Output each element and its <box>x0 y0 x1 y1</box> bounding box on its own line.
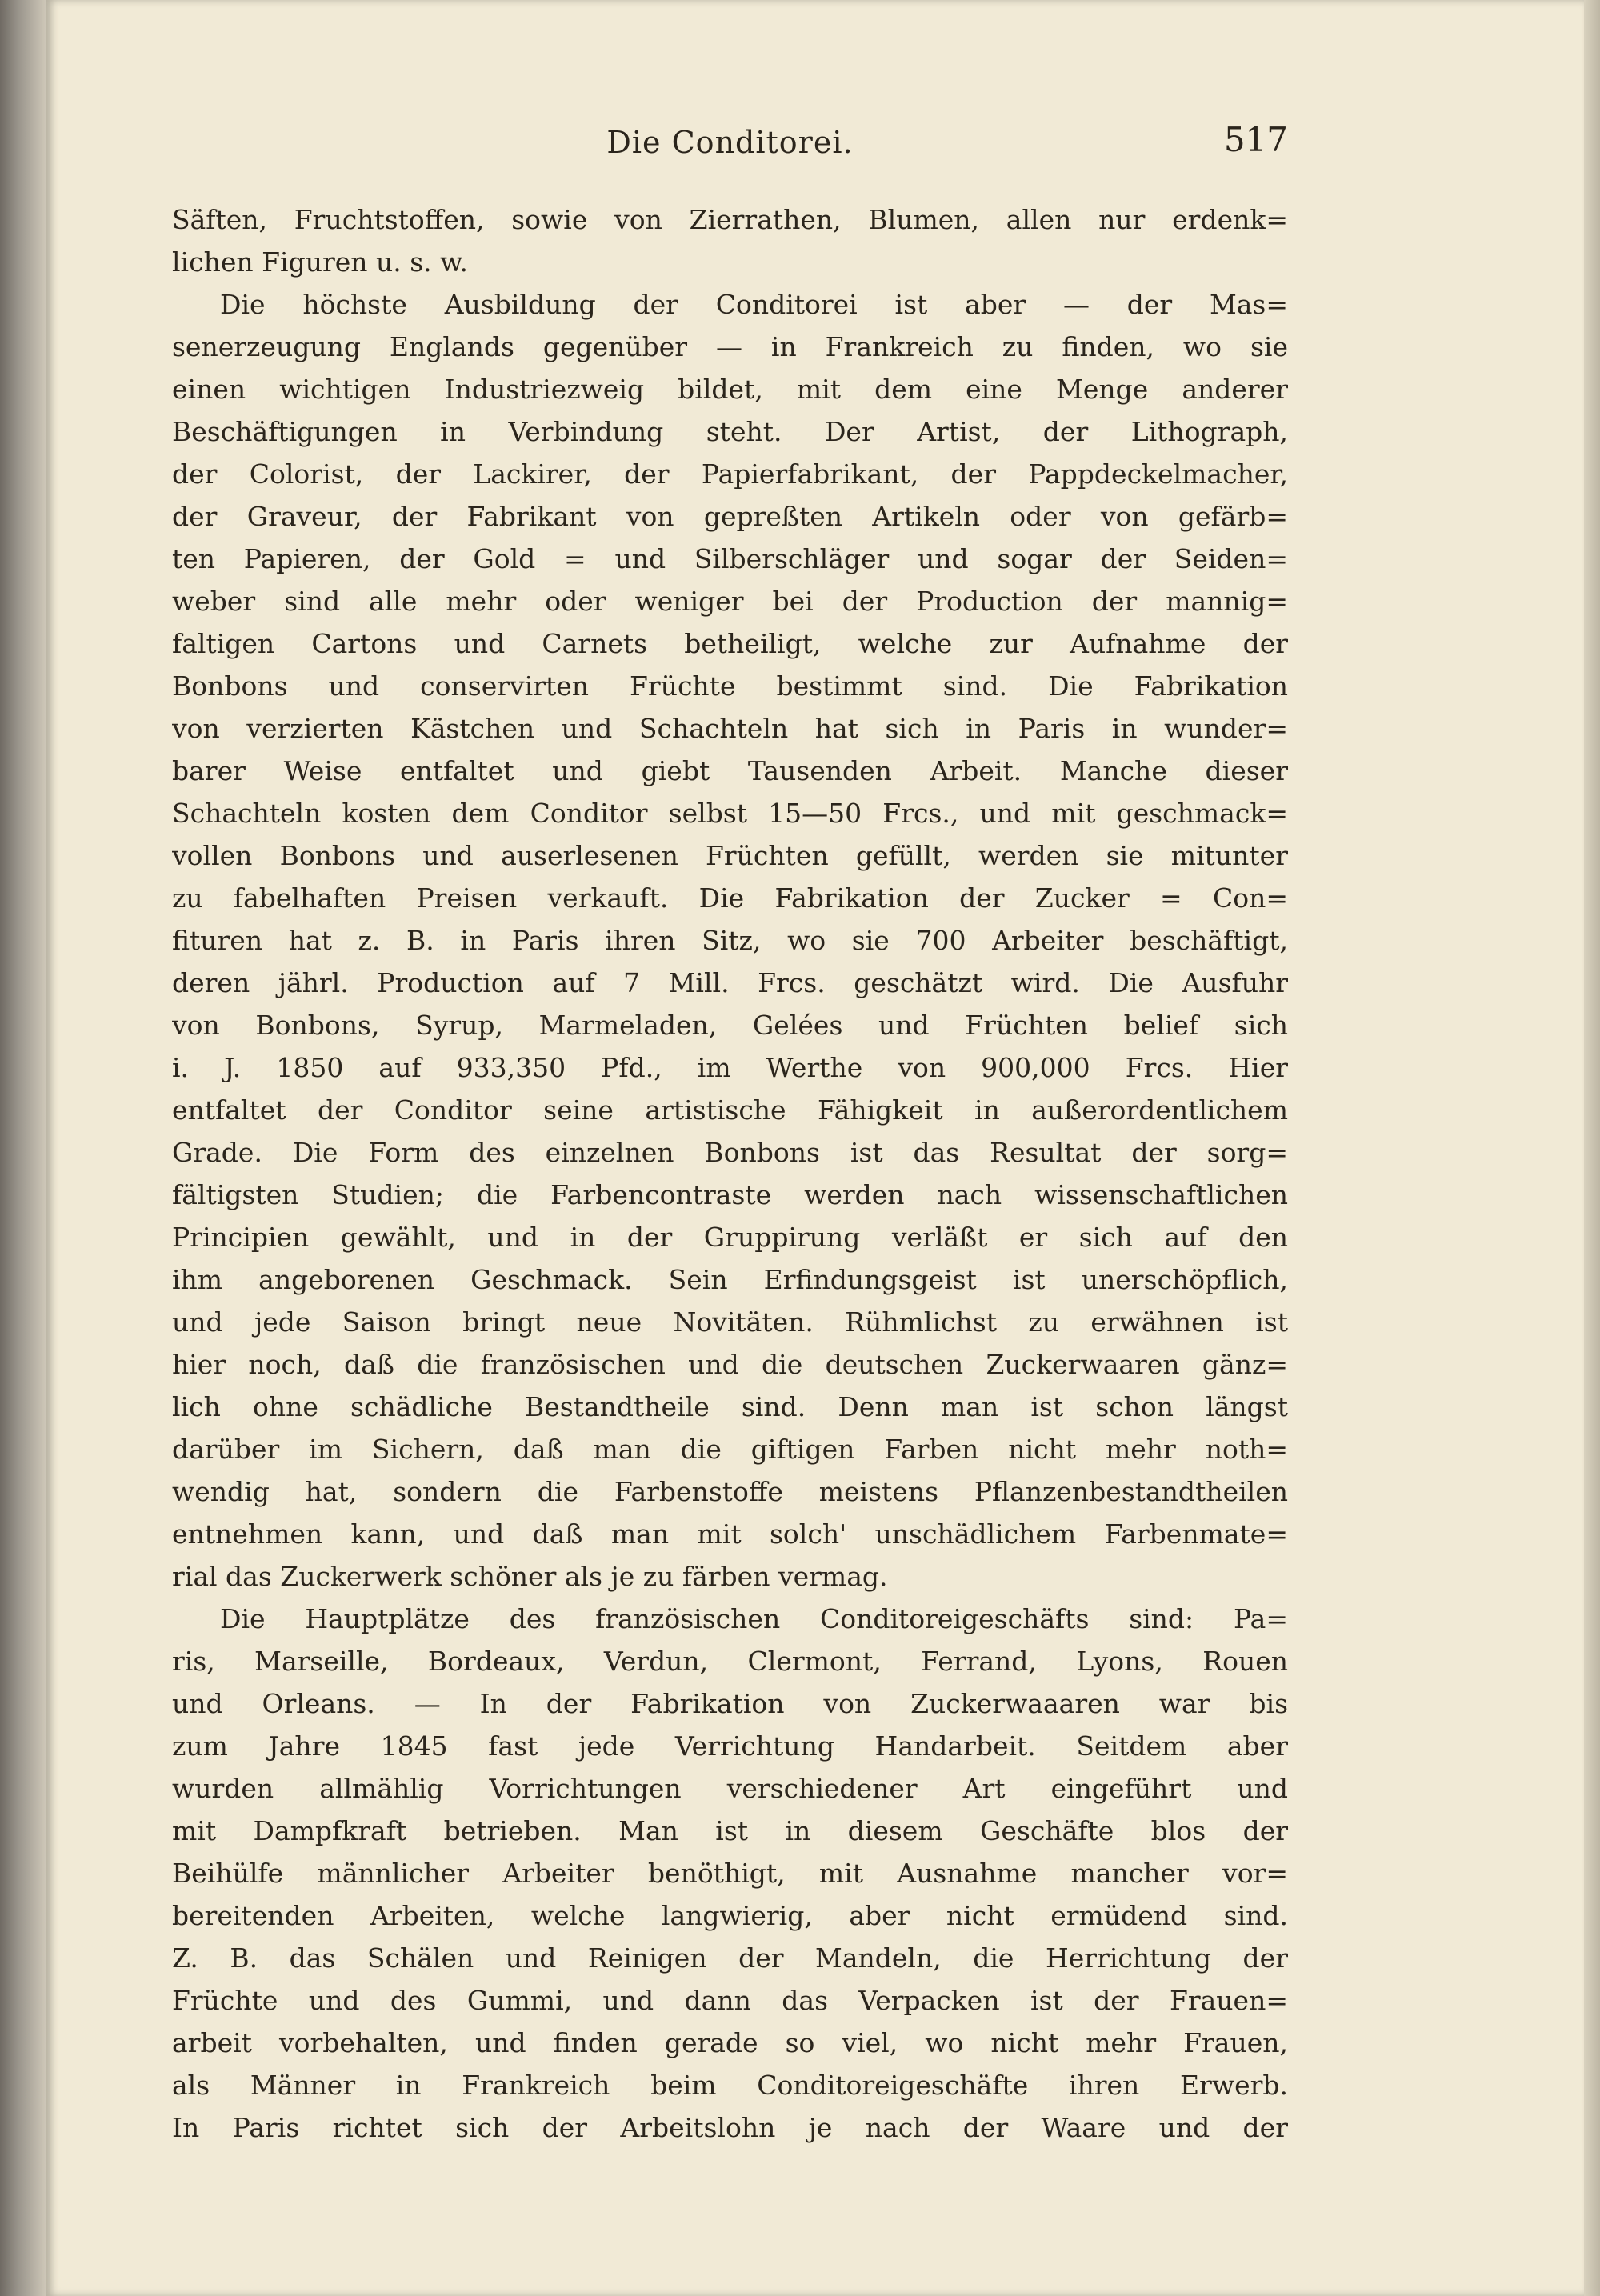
text-line: rial das Zuckerwerk schöner als je zu färben vermag. <box>172 1561 888 1592</box>
text-line: Früchte und des Gummi, und dann das Verpacken ist der Frauen= <box>172 1985 1288 2016</box>
text-line: arbeit vorbehalten, und finden gerade so viel, wo nicht mehr Frauen, <box>172 2027 1288 2058</box>
running-header <box>172 120 1288 168</box>
text-line: lichen Figuren u. s. w. <box>172 246 468 278</box>
text-line: deren jährl. Production auf 7 Mill. Frcs. geschätzt wird. Die Ausfuhr <box>172 967 1288 998</box>
text-line: Säften, Fruchtstoffen, sowie von Zierrathen, Blumen, allen nur erdenk= <box>172 204 1288 235</box>
text-line: Bonbons und conservirten Früchte bestimmt sind. Die Fabrikation <box>172 670 1288 702</box>
text-line: ihm angeborenen Geschmack. Sein Erfindungsgeist ist unerschöpflich, <box>172 1264 1288 1295</box>
text-line: faltigen Cartons und Carnets betheiligt, welche zur Aufnahme der <box>172 628 1288 659</box>
page-number: 517 <box>1223 120 1288 159</box>
text-line: bereitenden Arbeiten, welche langwierig, aber nicht ermüdend sind. <box>172 1900 1288 1931</box>
text-line: fältigsten Studien; die Farbencontraste werden nach wissenschaftlichen <box>172 1179 1288 1210</box>
text-line: ris, Marseille, Bordeaux, Verdun, Clermont, Ferrand, Lyons, Rouen <box>172 1646 1288 1677</box>
text-line: zu fabelhaften Preisen verkauft. Die Fabrikation der Zucker = Con= <box>172 882 1288 914</box>
text-line: einen wichtigen Industriezweig bildet, mit dem eine Menge anderer <box>172 374 1288 405</box>
text-line: ten Papieren, der Gold = und Silberschläger und sogar der Seiden= <box>172 543 1288 574</box>
text-line: Grade. Die Form des einzelnen Bonbons ist das Resultat der sorg= <box>172 1137 1288 1168</box>
text-line: der Graveur, der Fabrikant von gepreßten Artikeln oder von gefärb= <box>172 501 1288 532</box>
text-line: i. J. 1850 auf 933,350 Pfd., im Werthe von 900,000 Frcs. Hier <box>172 1052 1288 1083</box>
text-line: der Colorist, der Lackirer, der Papierfabrikant, der Pappdeckelmacher, <box>172 458 1288 490</box>
text-line: mit Dampfkraft betrieben. Man ist in diesem Geschäfte blos der <box>172 1815 1288 1846</box>
text-line: vollen Bonbons und auserlesenen Früchten gefüllt, werden sie mitunter <box>172 840 1288 871</box>
page-edge <box>1584 0 1600 2296</box>
text-line: barer Weise entfaltet und giebt Tausenden Arbeit. Manche dieser <box>172 755 1288 786</box>
text-line: Z. B. das Schälen und Reinigen der Mandeln, die Herrichtung der <box>172 1942 1288 1974</box>
text-line: hier noch, daß die französischen und die deutschen Zuckerwaaren gänz= <box>172 1349 1288 1380</box>
text-line: Principien gewählt, und in der Gruppirung verläßt er sich auf den <box>172 1222 1288 1253</box>
text-line: von Bonbons, Syrup, Marmeladen, Gelées und Früchten belief sich <box>172 1010 1288 1041</box>
text-line: entfaltet der Conditor seine artistische Fähigkeit in außerordentlichem <box>172 1094 1288 1126</box>
text-line: Beihülfe männlicher Arbeiter benöthigt, mit Ausnahme mancher vor= <box>172 1858 1288 1889</box>
text-line: und jede Saison bringt neue Novitäten. Rühmlichst zu erwähnen ist <box>172 1306 1288 1338</box>
text-line: In Paris richtet sich der Arbeitslohn je nach der Waare und der <box>172 2112 1288 2143</box>
text-line: als Männer in Frankreich beim Conditoreigeschäfte ihren Erwerb. <box>172 2070 1288 2101</box>
text-line: darüber im Sichern, daß man die giftigen Farben nicht mehr noth= <box>172 1434 1288 1465</box>
text-line: fituren hat z. B. in Paris ihren Sitz, wo sie 700 Arbeiter beschäftigt, <box>172 925 1288 956</box>
text-line: wendig hat, sondern die Farbenstoffe meistens Pflanzenbestandtheilen <box>172 1476 1288 1507</box>
text-line: und Orleans. — In der Fabrikation von Zuckerwaaaren war bis <box>172 1688 1288 1719</box>
text-line: lich ohne schädliche Bestandtheile sind. Denn man ist schon längst <box>172 1391 1288 1422</box>
text-line: Die Hauptplätze des französischen Conditoreigeschäfts sind: Pa= <box>220 1603 1288 1634</box>
text-line: senerzeugung Englands gegenüber — in Frankreich zu finden, wo sie <box>172 331 1288 362</box>
text-line: entnehmen kann, und daß man mit solch' unschädlichem Farbenmate= <box>172 1518 1288 1550</box>
text-line: Schachteln kosten dem Conditor selbst 15—50 Frcs., und mit geschmack= <box>172 798 1288 829</box>
text-line: weber sind alle mehr oder weniger bei der Production der mannig= <box>172 586 1288 617</box>
text-line: wurden allmählig Vorrichtungen verschiedener Art eingeführt und <box>172 1773 1288 1804</box>
text-line: von verzierten Kästchen und Schachteln hat sich in Paris in wunder= <box>172 713 1288 744</box>
body-text <box>172 198 1288 2149</box>
running-title: Die Conditorei. <box>606 125 854 160</box>
text-line: zum Jahre 1845 fast jede Verrichtung Handarbeit. Seitdem aber <box>172 1730 1288 1762</box>
text-line: Die höchste Ausbildung der Conditorei ist aber — der Mas= <box>220 289 1288 320</box>
book-gutter <box>0 0 46 2296</box>
text-line: Beschäftigungen in Verbindung steht. Der Artist, der Lithograph, <box>172 416 1288 447</box>
